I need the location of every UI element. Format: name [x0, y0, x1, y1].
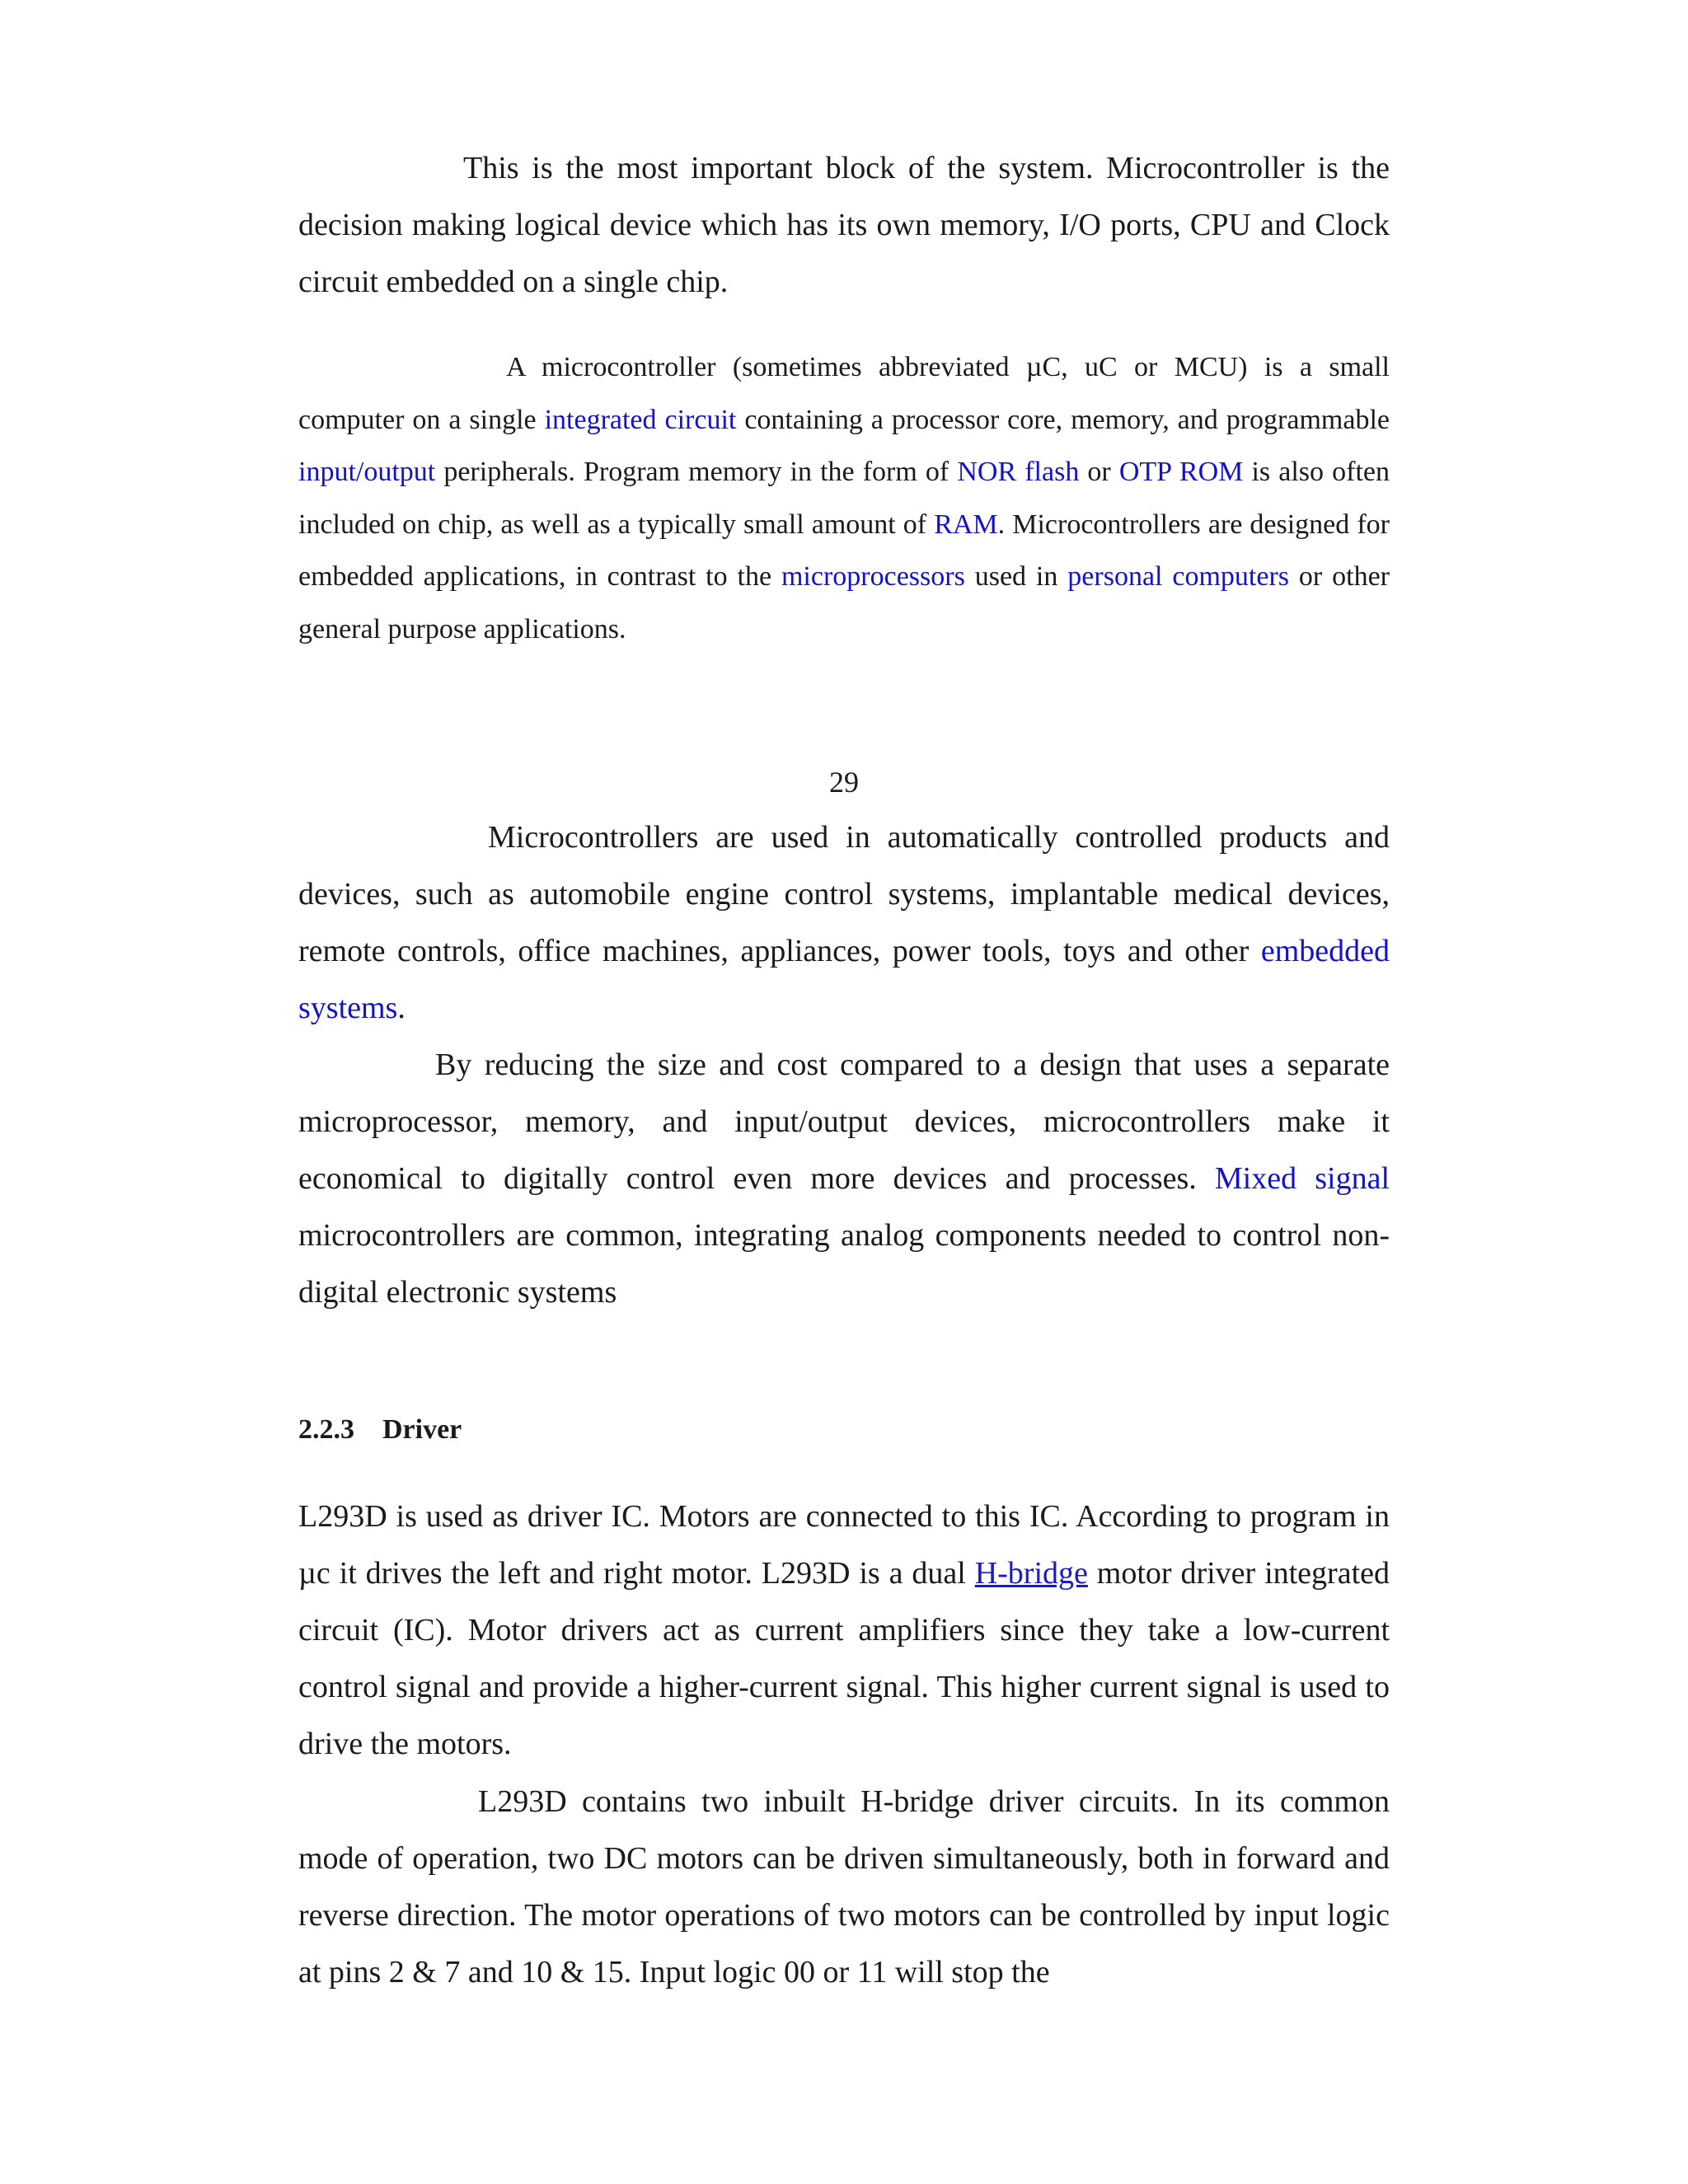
paragraph-microcontroller-definition: A microcontroller (sometimes abbreviated µC, uC or MCU) is a small computer on a single integrated circuit containing a processor core, memory, and programmable input/output peripherals. Program memory in the form of NOR flash or OTP ROM is also often included on chip, as well as a typically small amount of RAM. Microcontrollers are designed for embedded applications, in contrast to the microprocessors used in personal computers or other general purpose applications. — [298, 352, 1390, 644]
paragraph-cost-reduction: By reducing the size and cost compared to a design that uses a separate microprocessor, memory, and input/output devices, microcontrollers make it economical to digitally control even more devices and processes. Mixed signal microcontrollers are common, integrating analog components needed to control non-digital electronic systems — [298, 1047, 1390, 1310]
page-number: 29 — [829, 766, 859, 799]
paragraph-microcontroller-intro: This is the most important block of the system. Microcontroller is the decision making logical device which has its own memory, I/O ports, CPU and Clock circuit embedded on a single chip. — [298, 151, 1390, 299]
section-heading-driver — [298, 1414, 1390, 1446]
link-otp-rom[interactable]: OTP ROM — [1118, 457, 1244, 487]
link-integrated-circuit[interactable]: integrated circuit — [544, 404, 737, 435]
link-nor-flash[interactable]: NOR flash — [957, 457, 1080, 487]
section-number: 2.2.3 — [298, 1414, 354, 1445]
section-title: Driver — [382, 1414, 462, 1445]
paragraph-l293d-driver: L293D is used as driver IC. Motors are connected to this IC. According to program in µc it drives the left and right motor. L293D is a dual H-bridge motor driver integrated circuit (IC). Motor drivers act as current amplifiers since they take a low-current control signal and provide a higher-current signal. This higher current signal is used to drive the motors. — [298, 1499, 1390, 1761]
link-input-output[interactable]: input/output — [298, 457, 436, 487]
paragraph-l293d-operation: L293D contains two inbuilt H-bridge driver circuits. In its common mode of operation, two DC motors can be driven simultaneously, both in forward and reverse direction. The motor operations of two motors can be controlled by input logic at pins 2 & 7 and 10 & 15. Input logic 00 or 11 will stop the — [298, 1784, 1390, 1990]
link-ram[interactable]: RAM — [934, 509, 998, 540]
link-personal-computers[interactable]: personal computers — [1067, 561, 1290, 592]
link-mixed-signal[interactable]: Mixed signal — [1214, 1161, 1390, 1196]
link-microprocessors[interactable]: microprocessors — [781, 561, 965, 592]
paragraph-microcontroller-uses: Microcontrollers are used in automatically controlled products and devices, such as automobile engine control systems, implantable medical devices, remote controls, office machines, appliances, power tools, toys and other embedded systems. — [298, 820, 1390, 1025]
link-h-bridge[interactable]: H-bridge — [974, 1556, 1088, 1591]
link-embedded-systems[interactable]: embedded systems — [298, 934, 1390, 1025]
